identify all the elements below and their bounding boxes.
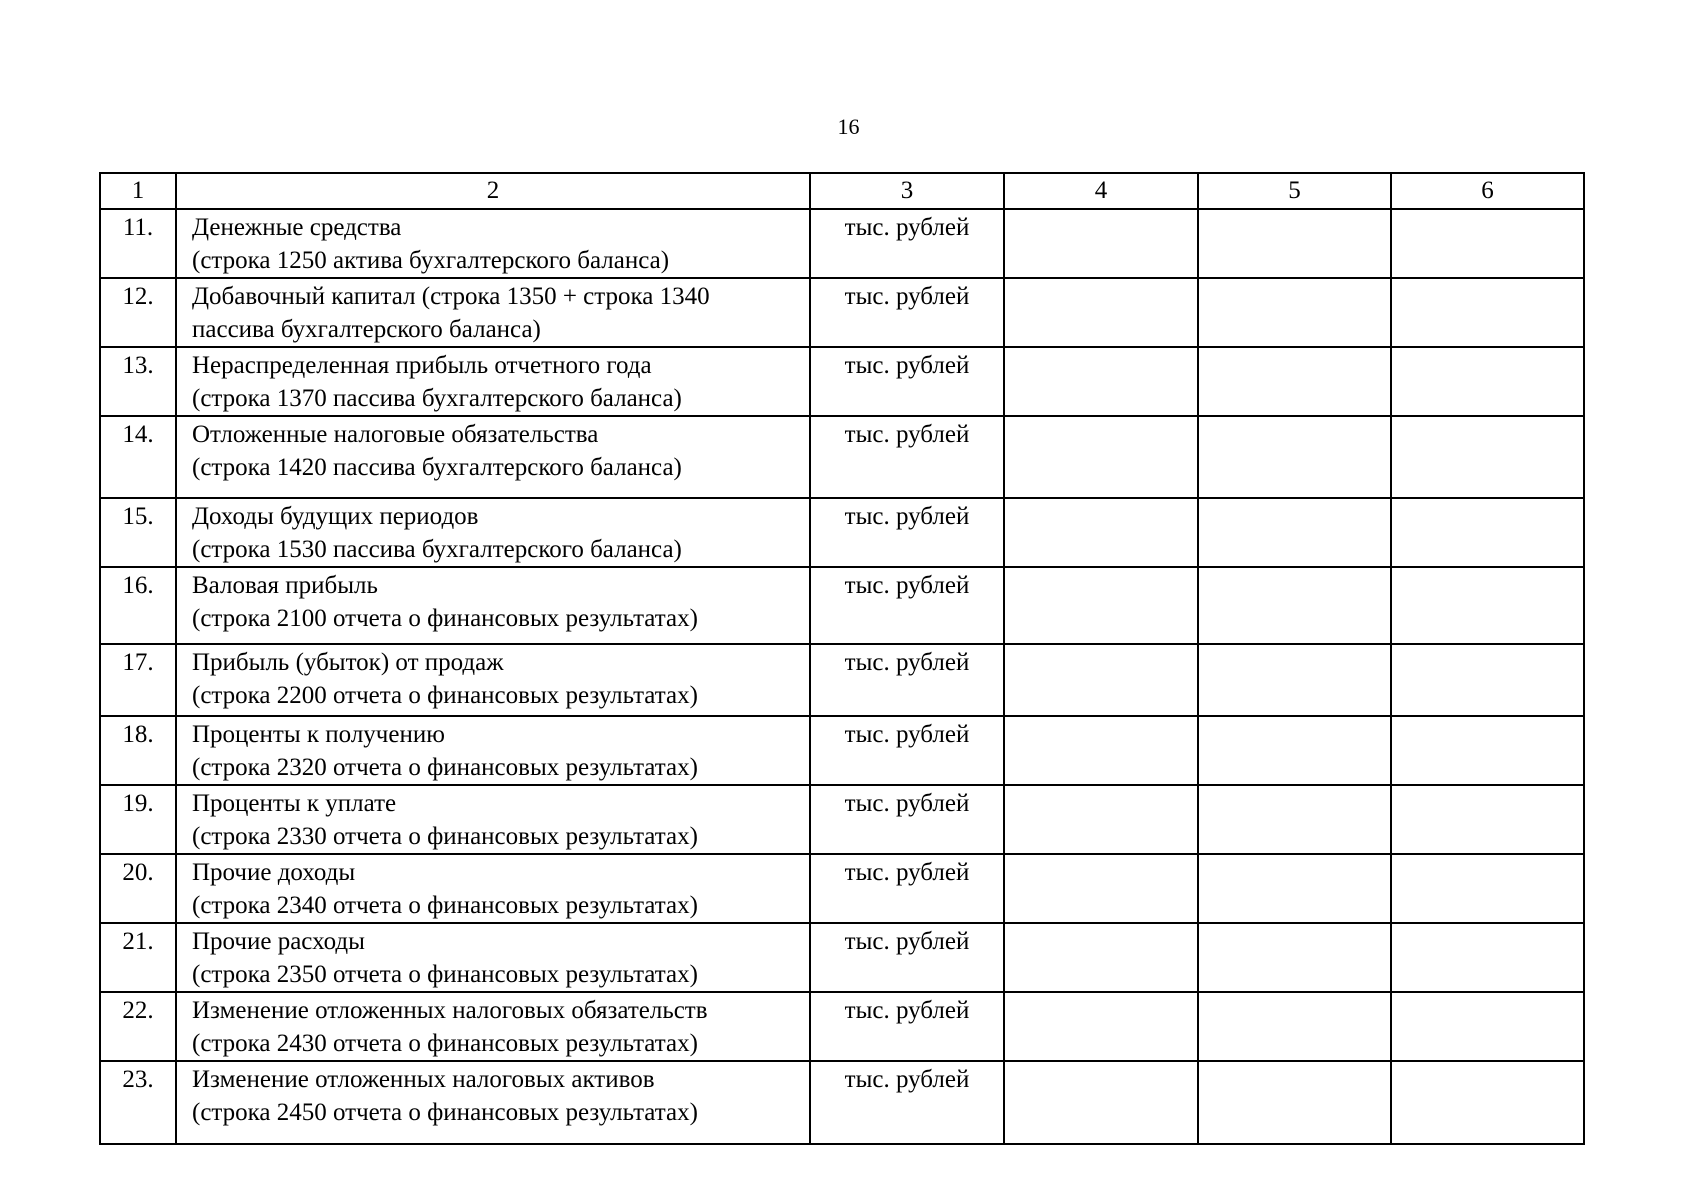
column-header-5: 5 [1198, 173, 1391, 209]
row-number: 11. [100, 209, 176, 278]
value-cell-6 [1391, 992, 1584, 1061]
indicator-name: Денежные средства [192, 214, 402, 241]
indicator-source: (строка 2430 отчета о финансовых результатах) [192, 1030, 698, 1057]
row-number: 19. [100, 785, 176, 854]
unit-cell: тыс. рублей [810, 347, 1004, 416]
column-header-1: 1 [100, 173, 176, 209]
indicator-name: Нераспределенная прибыль отчетного года [192, 352, 652, 379]
unit-cell: тыс. рублей [810, 416, 1004, 498]
indicator-description [176, 209, 810, 278]
value-cell-6 [1391, 347, 1584, 416]
row-number: 13. [100, 347, 176, 416]
indicator-description [176, 992, 810, 1061]
value-cell-5 [1198, 498, 1391, 567]
value-cell-5 [1198, 1061, 1391, 1144]
column-header-3: 3 [810, 173, 1004, 209]
unit-cell: тыс. рублей [810, 498, 1004, 567]
indicator-source: (строка 1420 пассива бухгалтерского баланса) [192, 454, 682, 481]
table-row [100, 644, 1584, 716]
indicator-name: Изменение отложенных налоговых обязательств [192, 997, 708, 1024]
indicator-description [176, 854, 810, 923]
value-cell-4 [1004, 644, 1198, 716]
row-number: 18. [100, 716, 176, 785]
table-row [100, 278, 1584, 347]
indicator-source: (строка 2320 отчета о финансовых результатах) [192, 754, 698, 781]
value-cell-4 [1004, 785, 1198, 854]
row-number: 22. [100, 992, 176, 1061]
indicator-name: Прибыль (убыток) от продаж [192, 649, 504, 676]
column-header-2: 2 [176, 173, 810, 209]
value-cell-4 [1004, 992, 1198, 1061]
table-row [100, 347, 1584, 416]
value-cell-6 [1391, 498, 1584, 567]
value-cell-4 [1004, 567, 1198, 644]
indicator-description [176, 416, 810, 498]
indicator-name: Изменение отложенных налоговых активов [192, 1066, 655, 1093]
row-number: 17. [100, 644, 176, 716]
value-cell-4 [1004, 854, 1198, 923]
row-number: 21. [100, 923, 176, 992]
indicator-name: Прочие доходы [192, 859, 356, 886]
value-cell-5 [1198, 785, 1391, 854]
unit-cell: тыс. рублей [810, 644, 1004, 716]
financial-indicators-table [99, 172, 1585, 1145]
row-number: 15. [100, 498, 176, 567]
indicator-name: Доходы будущих периодов [192, 503, 479, 530]
table-row [100, 1061, 1584, 1144]
row-number: 20. [100, 854, 176, 923]
indicator-source: (строка 2100 отчета о финансовых результатах) [192, 605, 698, 632]
indicator-name: Отложенные налоговые обязательства [192, 421, 599, 448]
page-number: 16 [837, 114, 860, 139]
value-cell-5 [1198, 923, 1391, 992]
indicator-description [176, 567, 810, 644]
table-header-row [100, 173, 1584, 209]
unit-cell: тыс. рублей [810, 854, 1004, 923]
value-cell-5 [1198, 416, 1391, 498]
table-row [100, 567, 1584, 644]
value-cell-6 [1391, 716, 1584, 785]
indicator-source: (строка 1530 пассива бухгалтерского баланса) [192, 536, 682, 563]
value-cell-5 [1198, 567, 1391, 644]
table-row [100, 209, 1584, 278]
indicator-source: (строка 2200 отчета о финансовых результатах) [192, 682, 698, 709]
unit-cell: тыс. рублей [810, 923, 1004, 992]
indicator-name: Проценты к уплате [192, 790, 397, 817]
indicator-name: Валовая прибыль [192, 572, 378, 599]
table-row [100, 716, 1584, 785]
unit-cell: тыс. рублей [810, 785, 1004, 854]
value-cell-4 [1004, 209, 1198, 278]
indicator-description [176, 278, 810, 347]
indicator-source: (строка 2340 отчета о финансовых результатах) [192, 892, 698, 919]
value-cell-5 [1198, 992, 1391, 1061]
table-row [100, 498, 1584, 567]
table-row [100, 416, 1584, 498]
indicator-description [176, 785, 810, 854]
row-number: 14. [100, 416, 176, 498]
indicator-name: Добавочный капитал (строка 1350 + строка 1340 [192, 283, 710, 310]
table-row [100, 923, 1584, 992]
indicator-name: Прочие расходы [192, 928, 365, 955]
value-cell-6 [1391, 278, 1584, 347]
table-row [100, 992, 1584, 1061]
row-number: 12. [100, 278, 176, 347]
unit-cell: тыс. рублей [810, 209, 1004, 278]
value-cell-4 [1004, 278, 1198, 347]
value-cell-4 [1004, 923, 1198, 992]
value-cell-4 [1004, 716, 1198, 785]
indicator-description [176, 1061, 810, 1144]
unit-cell: тыс. рублей [810, 1061, 1004, 1144]
indicator-description [176, 716, 810, 785]
value-cell-4 [1004, 347, 1198, 416]
value-cell-6 [1391, 416, 1584, 498]
value-cell-6 [1391, 567, 1584, 644]
value-cell-6 [1391, 209, 1584, 278]
value-cell-4 [1004, 498, 1198, 567]
value-cell-5 [1198, 854, 1391, 923]
value-cell-5 [1198, 278, 1391, 347]
unit-cell: тыс. рублей [810, 278, 1004, 347]
value-cell-5 [1198, 644, 1391, 716]
value-cell-6 [1391, 785, 1584, 854]
row-number: 23. [100, 1061, 176, 1144]
indicator-description [176, 923, 810, 992]
column-header-6: 6 [1391, 173, 1584, 209]
table-row [100, 785, 1584, 854]
table-row [100, 854, 1584, 923]
value-cell-4 [1004, 416, 1198, 498]
unit-cell: тыс. рублей [810, 992, 1004, 1061]
value-cell-6 [1391, 854, 1584, 923]
column-header-4: 4 [1004, 173, 1198, 209]
indicator-name: Проценты к получению [192, 721, 445, 748]
indicator-source: (строка 1250 актива бухгалтерского баланса) [192, 247, 670, 274]
unit-cell: тыс. рублей [810, 567, 1004, 644]
indicator-source: (строка 1370 пассива бухгалтерского баланса) [192, 385, 682, 412]
unit-cell: тыс. рублей [810, 716, 1004, 785]
value-cell-6 [1391, 644, 1584, 716]
indicator-source: пассива бухгалтерского баланса) [192, 316, 541, 343]
indicator-description [176, 498, 810, 567]
value-cell-5 [1198, 716, 1391, 785]
value-cell-5 [1198, 347, 1391, 416]
value-cell-5 [1198, 209, 1391, 278]
value-cell-6 [1391, 923, 1584, 992]
indicator-source: (строка 2350 отчета о финансовых результатах) [192, 961, 698, 988]
value-cell-4 [1004, 1061, 1198, 1144]
indicator-description [176, 644, 810, 716]
indicator-description [176, 347, 810, 416]
indicator-source: (строка 2330 отчета о финансовых результатах) [192, 823, 698, 850]
value-cell-6 [1391, 1061, 1584, 1144]
indicator-source: (строка 2450 отчета о финансовых результатах) [192, 1099, 698, 1126]
row-number: 16. [100, 567, 176, 644]
